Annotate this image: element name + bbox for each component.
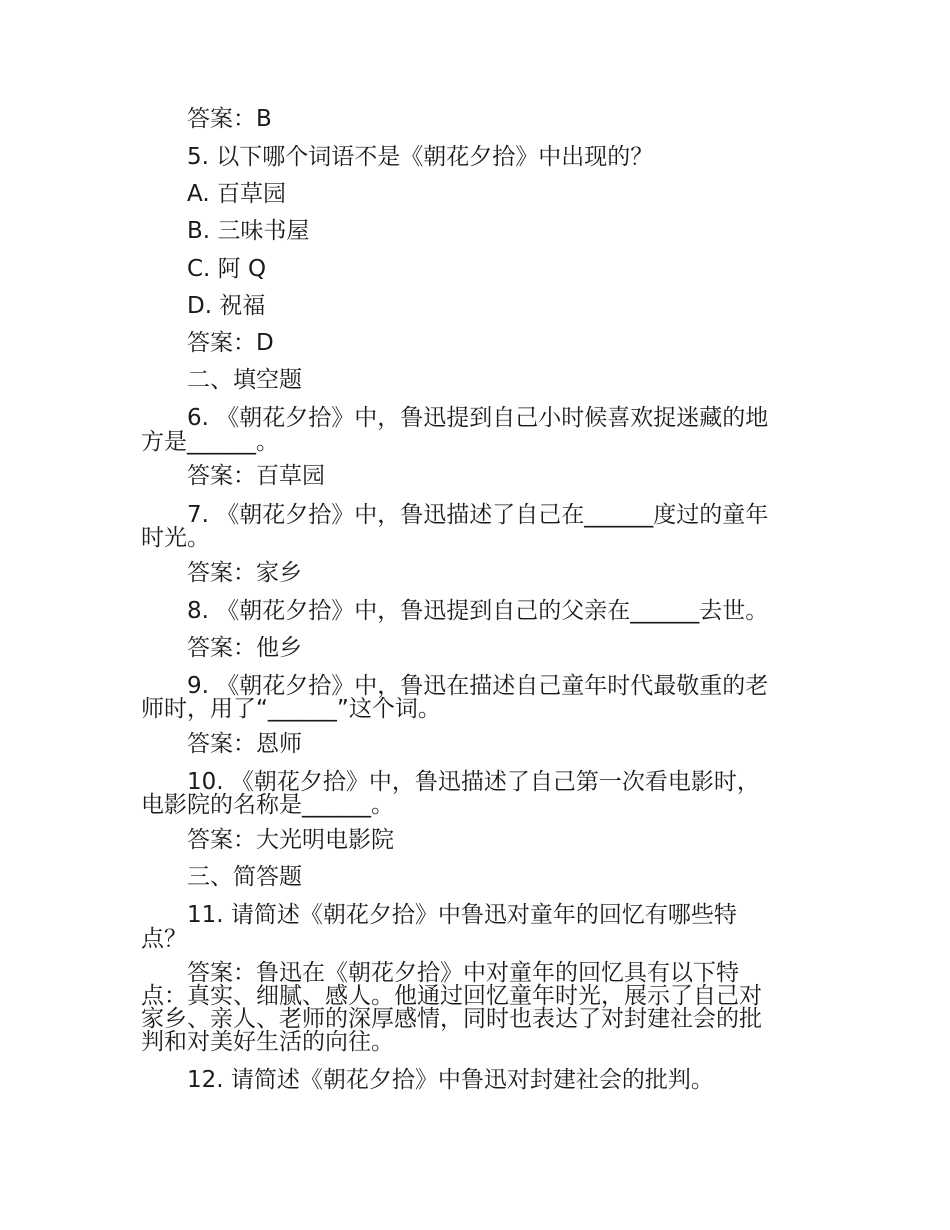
question-7-cont: 时光。 xyxy=(141,525,210,551)
answer-9: 答案：恩师 xyxy=(187,731,302,757)
question-10-cont: 电影院的名称是______。 xyxy=(141,792,394,818)
option-b: B. 三味书屋 xyxy=(187,218,310,244)
answer-11: 答案：鲁迅在《朝花夕拾》中对童年的回忆具有以下特 xyxy=(187,960,739,986)
answer-4: 答案：B xyxy=(187,106,272,132)
answer-7: 答案：家乡 xyxy=(187,560,302,586)
question-7: 7. 《朝花夕拾》中，鲁迅描述了自己在______度过的童年 xyxy=(187,502,769,528)
question-8: 8. 《朝花夕拾》中，鲁迅提到自己的父亲在______去世。 xyxy=(187,598,769,624)
question-5: 5. 以下哪个词语不是《朝花夕拾》中出现的？ xyxy=(187,144,654,170)
question-12: 12. 请简述《朝花夕拾》中鲁迅对封建社会的批判。 xyxy=(187,1067,714,1093)
section-heading-short-answer: 三、简答题 xyxy=(187,864,302,890)
answer-10: 答案：大光明电影院 xyxy=(187,827,394,853)
option-d: D. 祝福 xyxy=(187,293,266,319)
question-11: 11. 请简述《朝花夕拾》中鲁迅对童年的回忆有哪些特 xyxy=(187,902,737,928)
answer-11-cont-3: 判和对美好生活的向往。 xyxy=(141,1029,394,1055)
question-9: 9. 《朝花夕拾》中，鲁迅在描述自己童年时代最敬重的老 xyxy=(187,673,769,699)
answer-8: 答案：他乡 xyxy=(187,635,302,661)
section-heading-fill-blank: 二、填空题 xyxy=(187,367,302,393)
question-6: 6. 《朝花夕拾》中，鲁迅提到自己小时候喜欢捉迷藏的地 xyxy=(187,405,769,431)
answer-5: 答案：D xyxy=(187,330,274,356)
answer-11-cont-2: 家乡、亲人、老师的深厚感情，同时也表达了对封建社会的批 xyxy=(141,1006,762,1032)
question-10: 10. 《朝花夕拾》中，鲁迅描述了自己第一次看电影时， xyxy=(187,769,760,795)
answer-6: 答案：百草园 xyxy=(187,463,325,489)
option-c: C. 阿 Q xyxy=(187,256,267,282)
question-11-cont: 点？ xyxy=(141,926,187,952)
option-a: A. 百草园 xyxy=(187,181,286,207)
question-9-cont: 师时，用了“______”这个词。 xyxy=(141,696,441,722)
question-6-cont: 方是______。 xyxy=(141,429,279,455)
answer-11-cont-1: 点：真实、细腻、感人。他通过回忆童年时光，展示了自己对 xyxy=(141,983,762,1009)
